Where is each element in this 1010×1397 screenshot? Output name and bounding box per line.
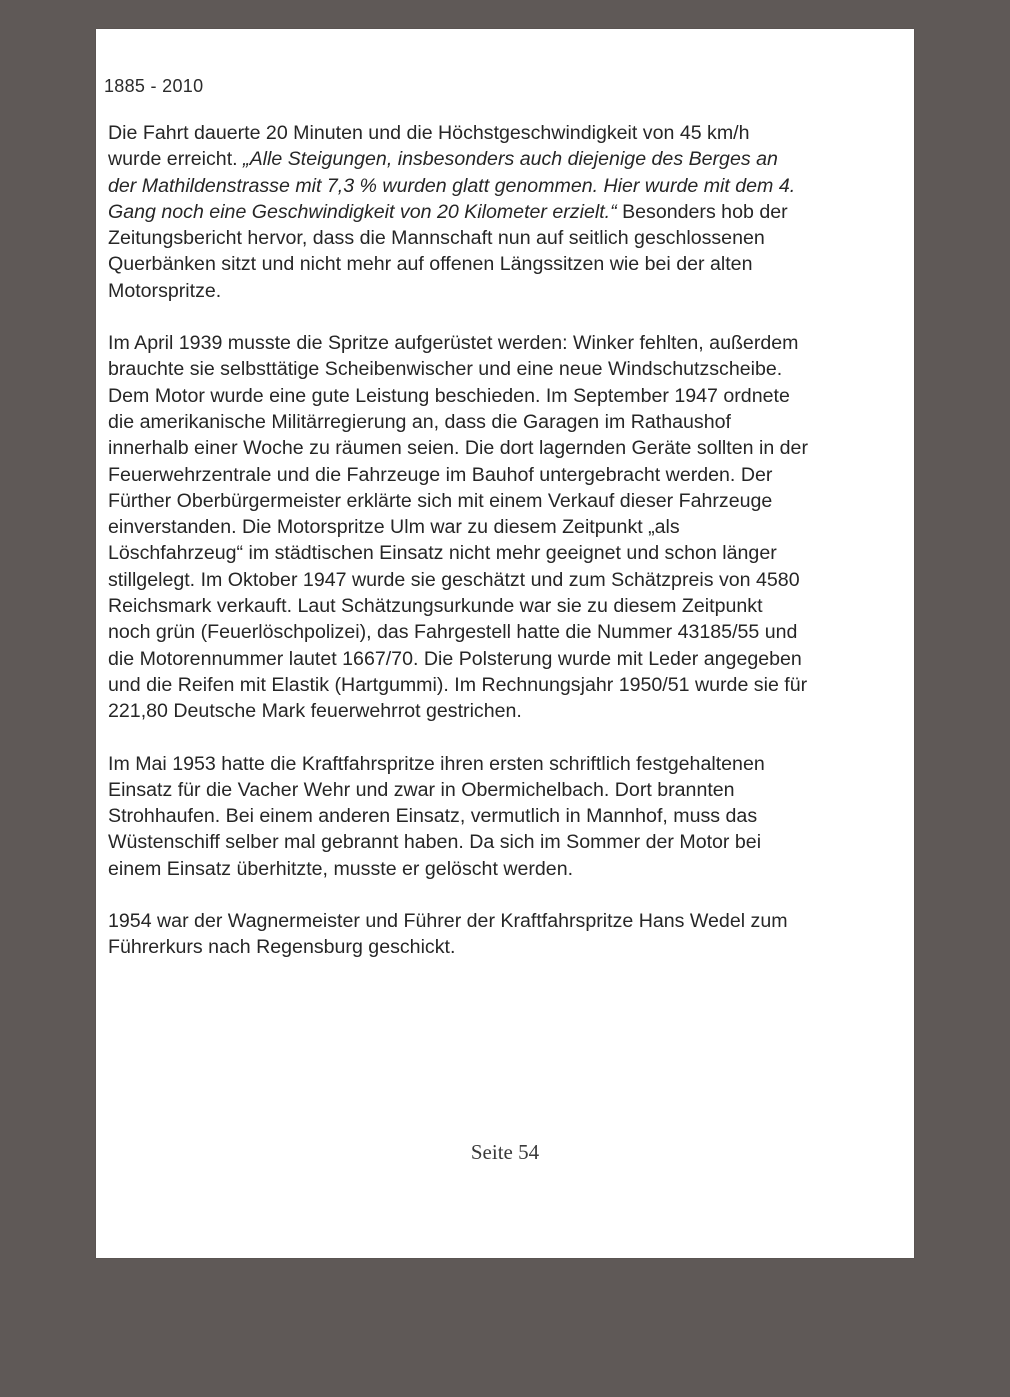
paragraph-1-rest: Besonders hob der Zeitungsbericht hervor, dass die Mannschaft nun auf seitlich geschlossenen Querbänken sitzt und nicht mehr auf offenen Längssitzen wie bei der alten Motorspritze. — [108, 200, 788, 302]
paragraph-1-intro: Die Fahrt dauerte 20 Minuten und die Höchstgeschwindigkeit von 45 km/h wurde erreicht. — [108, 122, 750, 171]
paragraph-4: 1954 war der Wagnermeister und Führer der Kraftfahrspritze Hans Wedel zum Führerkurs nach Regensburg geschickt. — [108, 910, 788, 959]
running-header: 1885 - 2010 — [104, 76, 204, 96]
newspaper-quote: „Alle Steigungen, insbesonders auch diejenige des Berges an der Mathildenstrasse mit 7,3 % wurden glatt genommen. Hier wurde mit dem 4. Gang noch eine Geschwindigkeit von 20 Kilometer erzielt.“ — [108, 148, 796, 223]
paragraph-2: Im April 1939 musste die Spritze aufgerüstet werden: Winker fehlten, außerdem brauchte sie selbsttätige Scheibenwischer und eine neue Windschutzscheibe. Dem Motor wurde eine gute Leistung beschieden. Im September 1947 ordnete die amerikanische Militärregierung an, dass die Garagen im Rathaushof innerhalb einer Woche zu räumen seien. Die dort lagernden Geräte sollten in der Feuerwehrzentrale und die Fahrzeuge im Bauhof untergebracht werden. Der Fürther Oberbürgermeister erklärte sich mit einem Verkauf dieser Fahrzeuge einverstanden. Die Motorspritze Ulm war zu diesem Zeitpunkt „als Löschfahrzeug“ im städtischen Einsatz nicht mehr geeignet und schon länger stillgelegt. Im Oktober 1947 wurde sie geschätzt und zum Schätzpreis von 4580 Reichsmark verkauft. Laut Schätzungsurkunde war sie zu diesem Zeitpunkt noch grün (Feuerlöschpolizei), das Fahrgestell hatte die Nummer 43185/55 und die Motorennummer lautet 1667/70. Die Polsterung wurde mit Leder angegeben und die Reifen mit Elastik (Hartgummi). Im Rechnungsjahr 1950/51 wurde sie für 221,80 Deutsche Mark feuerwehrrot gestrichen. — [108, 332, 808, 723]
paragraph-1 — [108, 120, 808, 304]
body-text — [108, 120, 808, 961]
page-number: Seite 54 — [470, 1140, 540, 1164]
paragraph-3: Im Mai 1953 hatte die Kraftfahrspritze ihren ersten schriftlich festgehaltenen Einsatz für die Vacher Wehr und zwar in Obermichelbach. Dort brannten Strohhaufen. Bei einem anderen Einsatz, vermutlich in Mannhof, muss das Wüstenschiff selber mal gebrannt haben. Da sich im Sommer der Motor bei einem Einsatz überhitzte, musste er gelöscht werden. — [108, 752, 765, 880]
